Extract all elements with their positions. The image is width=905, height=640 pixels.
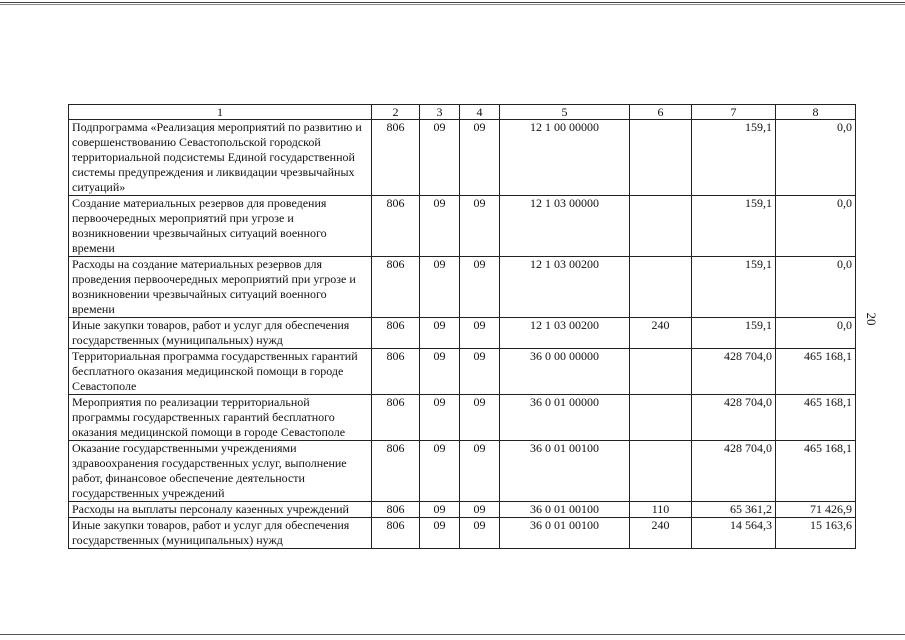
- row-expense-type: 240: [630, 318, 692, 349]
- row-department-code: 806: [372, 196, 420, 257]
- row-amount-col7: 159,1: [692, 257, 776, 318]
- row-name: Создание материальных резервов для проведения первоочередных мероприятий при угрозе и возникновении чрезвычайных ситуаций военного времени: [69, 196, 372, 257]
- row-expense-type: [630, 196, 692, 257]
- row-amount-col7: 14 564,3: [692, 518, 776, 549]
- row-expense-type: [630, 395, 692, 441]
- header-col-7: 7: [692, 105, 776, 120]
- row-section-code: 09: [420, 518, 460, 549]
- row-amount-col8: 71 426,9: [776, 502, 856, 518]
- table-row: [69, 441, 856, 502]
- row-section-code: 09: [420, 395, 460, 441]
- budget-table: [68, 104, 856, 549]
- table-row: [69, 349, 856, 395]
- row-section-code: 09: [420, 441, 460, 502]
- row-expense-type: [630, 349, 692, 395]
- row-amount-col7: 65 361,2: [692, 502, 776, 518]
- row-name: Оказание государственными учреждениями здравоохранения государственных услуг, выполнение работ, финансовое обеспечение деятельности государственных учреждений: [69, 441, 372, 502]
- header-col-5: 5: [500, 105, 630, 120]
- row-name: Иные закупки товаров, работ и услуг для обеспечения государственных (муниципальных) нужд: [69, 318, 372, 349]
- row-section-code: 09: [420, 318, 460, 349]
- row-subsection-code: 09: [460, 349, 500, 395]
- row-target-article: 36 0 00 00000: [500, 349, 630, 395]
- header-col-3: 3: [420, 105, 460, 120]
- row-amount-col8: 0,0: [776, 318, 856, 349]
- row-expense-type: 240: [630, 518, 692, 549]
- row-subsection-code: 09: [460, 502, 500, 518]
- row-name: Территориальная программа государственных гарантий бесплатного оказания медицинской помощи в городе Севастополе: [69, 349, 372, 395]
- row-section-code: 09: [420, 120, 460, 196]
- row-name: Мероприятия по реализации территориальной программы государственных гарантий бесплатного оказания медицинской помощи в городе Севастополе: [69, 395, 372, 441]
- row-amount-col8: 0,0: [776, 257, 856, 318]
- row-section-code: 09: [420, 349, 460, 395]
- row-subsection-code: 09: [460, 395, 500, 441]
- row-amount-col8: 465 168,1: [776, 441, 856, 502]
- header-col-1: 1: [69, 105, 372, 120]
- row-name: Расходы на выплаты персоналу казенных учреждений: [69, 502, 372, 518]
- row-expense-type: [630, 120, 692, 196]
- row-amount-col7: 428 704,0: [692, 349, 776, 395]
- row-section-code: 09: [420, 257, 460, 318]
- row-target-article: 12 1 03 00000: [500, 196, 630, 257]
- row-expense-type: [630, 257, 692, 318]
- row-target-article: 12 1 03 00200: [500, 318, 630, 349]
- row-subsection-code: 09: [460, 120, 500, 196]
- row-target-article: 36 0 01 00000: [500, 395, 630, 441]
- row-name: Подпрограмма «Реализация мероприятий по развитию и совершенствованию Севастопольской городской территориальной подсистемы Единой государственной системы предупреждения и ликвидации чрезвычайных ситуаций»: [69, 120, 372, 196]
- row-amount-col7: 159,1: [692, 196, 776, 257]
- row-expense-type: 110: [630, 502, 692, 518]
- row-department-code: 806: [372, 120, 420, 196]
- row-target-article: 12 1 03 00200: [500, 257, 630, 318]
- row-subsection-code: 09: [460, 441, 500, 502]
- table-row: [69, 395, 856, 441]
- row-subsection-code: 09: [460, 257, 500, 318]
- row-amount-col8: 465 168,1: [776, 349, 856, 395]
- row-amount-col7: 159,1: [692, 318, 776, 349]
- header-col-8: 8: [776, 105, 856, 120]
- row-section-code: 09: [420, 502, 460, 518]
- row-amount-col8: 15 163,6: [776, 518, 856, 549]
- row-target-article: 12 1 00 00000: [500, 120, 630, 196]
- row-target-article: 36 0 01 00100: [500, 518, 630, 549]
- table-row: [69, 120, 856, 196]
- top-border-line-secondary: [0, 4, 905, 5]
- row-amount-col7: 428 704,0: [692, 395, 776, 441]
- row-subsection-code: 09: [460, 518, 500, 549]
- row-expense-type: [630, 441, 692, 502]
- table-row: [69, 502, 856, 518]
- bottom-border-line: [0, 634, 905, 635]
- row-department-code: 806: [372, 395, 420, 441]
- row-amount-col8: 0,0: [776, 120, 856, 196]
- row-department-code: 806: [372, 518, 420, 549]
- table-header-row: [69, 105, 856, 120]
- row-section-code: 09: [420, 196, 460, 257]
- row-target-article: 36 0 01 00100: [500, 441, 630, 502]
- table-row: [69, 257, 856, 318]
- header-col-2: 2: [372, 105, 420, 120]
- row-department-code: 806: [372, 441, 420, 502]
- header-col-4: 4: [460, 105, 500, 120]
- header-col-6: 6: [630, 105, 692, 120]
- page-number: 20: [864, 312, 879, 326]
- row-name: Иные закупки товаров, работ и услуг для обеспечения государственных (муниципальных) нужд: [69, 518, 372, 549]
- row-amount-col8: 0,0: [776, 196, 856, 257]
- row-subsection-code: 09: [460, 196, 500, 257]
- row-department-code: 806: [372, 502, 420, 518]
- row-target-article: 36 0 01 00100: [500, 502, 630, 518]
- row-subsection-code: 09: [460, 318, 500, 349]
- row-amount-col8: 465 168,1: [776, 395, 856, 441]
- row-department-code: 806: [372, 318, 420, 349]
- row-amount-col7: 159,1: [692, 120, 776, 196]
- row-department-code: 806: [372, 257, 420, 318]
- table-row: [69, 196, 856, 257]
- row-department-code: 806: [372, 349, 420, 395]
- top-border-line: [0, 2, 905, 3]
- table-row: [69, 318, 856, 349]
- row-amount-col7: 428 704,0: [692, 441, 776, 502]
- table-row: [69, 518, 856, 549]
- row-name: Расходы на создание материальных резервов для проведения первоочередных мероприятий при угрозе и возникновении чрезвычайных ситуаций военного времени: [69, 257, 372, 318]
